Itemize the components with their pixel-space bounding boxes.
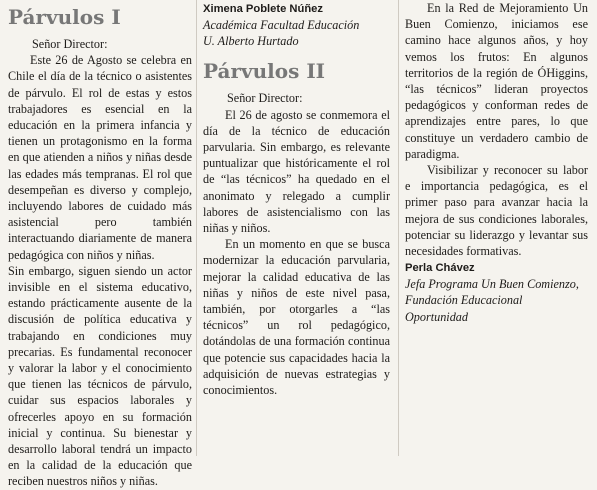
letter1-paragraph-2: Sin embargo, siguen siendo un actor invisible en el sistema educativo, estando prácticamente ausente de la discusión de política educativa y trabajando en condiciones muy precarias. Es fundamental reconocer y valorar la labor y el conocimiento que tienen las técnicos de párvulo, cuidar sus espacios laborales y ofrecerles apoyo en su formación inicial y continua. Su bienestar y desarrollo laboral tendrá un impacto en la calidad de la educación que reciben nuestros niños y niñas. <box>8 263 192 489</box>
letter1-author-affiliation: U. Alberto Hurtado <box>203 34 299 49</box>
letter2-author-role: Jefa Programa Un Buen Comienzo, Fundación Educacional Oportunidad <box>405 277 579 324</box>
column-3 <box>405 0 588 325</box>
letter2-title: Párvulos II <box>203 59 326 84</box>
letter2-paragraph-4: Visibilizar y reconocer su labor e importancia pedagógica, es el primer paso para avanzar hacia la mejora de sus condiciones laborales, potenciar su liderazgo y levantar sus necesidades formativas. <box>405 163 588 259</box>
letter1-salutation: Señor Director: <box>32 37 108 51</box>
column-2 <box>203 0 390 398</box>
letter1-title: Párvulos I <box>8 5 121 29</box>
letter1-author: Ximena Poblete Núñez <box>203 3 323 15</box>
letter2-paragraph-3: En la Red de Mejoramiento Un Buen Comienzo, iniciamos ese camino hace algunos años, y hoy vemos los frutos: En algunos territorios de la región de ÓHiggins, “las técnicos” lideran proyectos pedagógicos y conforman redes de aprendizajes entre pares, lo que constituye un verdadero cambio de paradigma. <box>405 1 588 161</box>
column-divider <box>196 0 197 456</box>
letter2-paragraph-2: En un momento en que se busca modernizar la educación parvularia, mejorar la calidad educativa de las niñas y niños de este nivel pasa, también, por otorgarles a “las técnicos” un rol pedagógico, dotándolas de una formación continua que potencie sus capacidades hacia la adquisición de nuevas estrategias y conocimientos. <box>203 237 390 398</box>
column-divider <box>398 0 399 456</box>
letter1-author-role: Académica Facultad Educación <box>203 18 360 32</box>
column-1 <box>8 0 192 489</box>
letter1-paragraph-1: Este 26 de Agosto se celebra en Chile el día de la técnico o asistentes de párvulo. El rol de estas y estos trabajadores es esencial en la educación en la primera infancia y tienen un protagonismo en la forma en que atienden a niños y niñas desde las edades más tempranas. El rol que desempeñan es diverso y complejo, incluyendo labores de cuidado más asistencial pero también interactuando diariamente de manera pedagógica con niños y niñas. <box>8 53 192 262</box>
letter2-author: Perla Chávez <box>405 262 475 275</box>
letter2-paragraph-1: El 26 de agosto se conmemora el día de la técnico de educación parvularia. Sin embargo, es relevante puntualizar que históricamente el rol de “las técnicos” ha quedado en el anonimato y relegado a cumplir labores de asistencialismo con las niñas y niños. <box>203 107 390 236</box>
letter2-salutation: Señor Director: <box>227 91 303 106</box>
